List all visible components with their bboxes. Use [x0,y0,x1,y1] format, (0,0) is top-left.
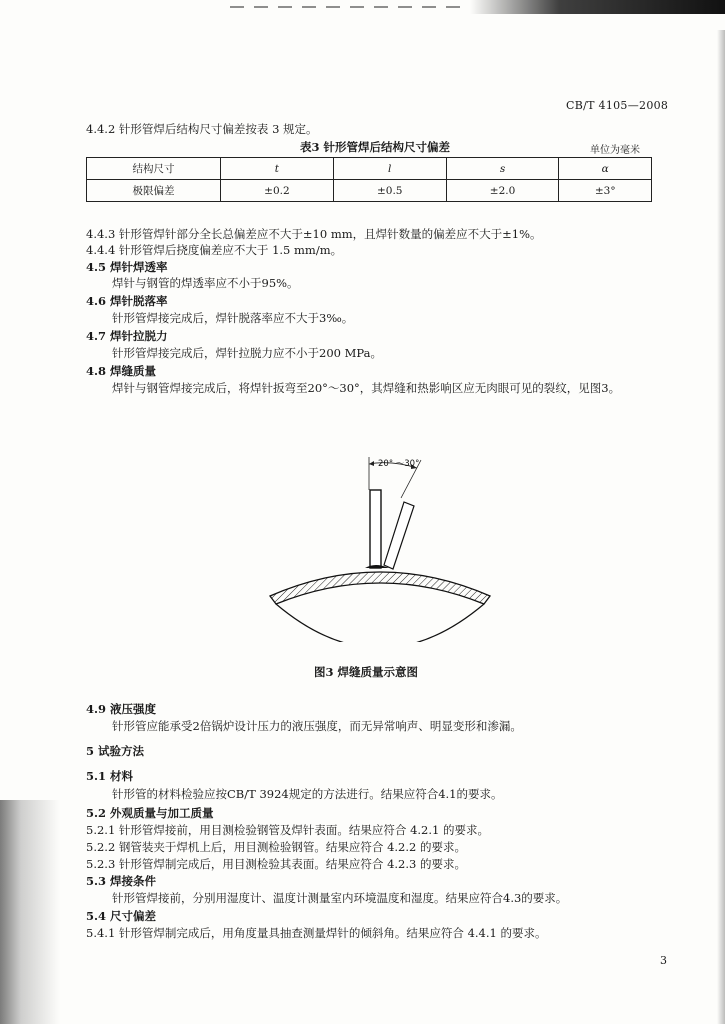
clause-5-2-1: 5.2.1 针形管焊接前，用目测检验钢管及焊针表面。结果应符合 4.2.1 的要求。 [86,823,489,837]
clause-5-2-2: 5.2.2 钢管装夹于焊机上后，用目测检验钢管。结果应符合 4.2.2 的要求。 [86,840,466,854]
table-cell: t [221,158,334,180]
straight-pin [370,490,381,568]
clause-4-9-title: 4.9 液压强度 [86,702,157,716]
clause-4-5-body: 焊针与钢管的焊透率应不小于95%。 [112,276,299,290]
table-unit: 单位为毫米 [590,145,640,156]
clause-5-1-body: 针形管的材料检验应按CB/T 3924规定的方法进行。结果应符合4.1的要求。 [112,787,503,801]
scan-artifact [230,6,470,8]
scan-artifact [0,800,60,1024]
clause-4-8-title: 4.8 焊缝质量 [86,364,157,378]
section-5-title: 5 试验方法 [86,744,145,758]
clause-4-4-2: 4.4.2 针形管焊后结构尺寸偏差按表 3 规定。 [86,122,318,136]
angle-label: 20° ～30° [378,459,420,469]
clause-4-6-body: 针形管焊接完成后，焊针脱落率应不大于3‰。 [112,311,354,325]
table-cell: ±2.0 [446,180,559,202]
clause-4-8-body: 焊针与钢管焊接完成后，将焊针扳弯至20°～30°，其焊缝和热影响区应无肉眼可见的裂纹，见图3。 [112,381,621,395]
table-cell: l [333,158,446,180]
clause-5-2-3: 5.2.3 针形管焊制完成后，用目测检验其表面。结果应符合 4.2.3 的要求。 [86,857,466,871]
clause-5-4-title: 5.4 尺寸偏差 [86,909,157,923]
clause-5-4-1: 5.4.1 针形管焊制完成后，用角度量具抽查测量焊针的倾斜角。结果应符合 4.4.1 的要求。 [86,926,547,940]
clause-4-5-title: 4.5 焊针焊透率 [86,260,168,274]
clause-4-4-3: 4.4.3 针形管焊针部分全长总偏差应不大于±10 mm，且焊针数量的偏差应不大于±1%。 [86,227,542,241]
figure-weld-quality [262,452,502,642]
clause-4-7-title: 4.7 焊针拉脱力 [86,329,168,343]
table-caption: 表3 针形管焊后结构尺寸偏差 [300,140,451,154]
table-cell: ±0.2 [221,180,334,202]
page-number: 3 [660,954,667,967]
table-row [87,158,652,180]
clause-4-4-4: 4.4.4 针形管焊后挠度偏差应不大于 1.5 mm/m。 [86,243,343,257]
clause-4-7-body: 针形管焊接完成后，焊针拉脱力应不小于200 MPa。 [112,346,382,360]
table-cell: 结构尺寸 [87,158,221,180]
clause-4-6-title: 4.6 焊针脱落率 [86,294,168,308]
table-cell: α [559,158,652,180]
clause-5-3-body: 针形管焊接前，分别用湿度计、温度计测量室内环境温度和湿度。结果应符合4.3的要求。 [112,891,568,905]
pipe-inner-arc [276,604,484,642]
scan-artifact [470,0,725,14]
table-cell: ±3° [559,180,652,202]
clause-4-9-body: 针形管应能承受2倍锅炉设计压力的液压强度，而无异常响声、明显变形和渗漏。 [112,719,522,733]
clause-5-1-title: 5.1 材料 [86,769,134,783]
table-cell: ±0.5 [333,180,446,202]
table-cell: 极限偏差 [87,180,221,202]
table-cell: s [446,158,559,180]
clause-5-2-title: 5.2 外观质量与加工质量 [86,806,214,820]
deviation-table [86,157,652,202]
bent-pin [384,502,414,569]
scan-artifact [717,30,725,1024]
standard-number: CB/T 4105—2008 [566,99,669,112]
figure-caption: 图3 焊缝质量示意图 [314,665,419,679]
table-row [87,180,652,202]
pipe-wall [270,572,490,604]
clause-5-3-title: 5.3 焊接条件 [86,874,157,888]
